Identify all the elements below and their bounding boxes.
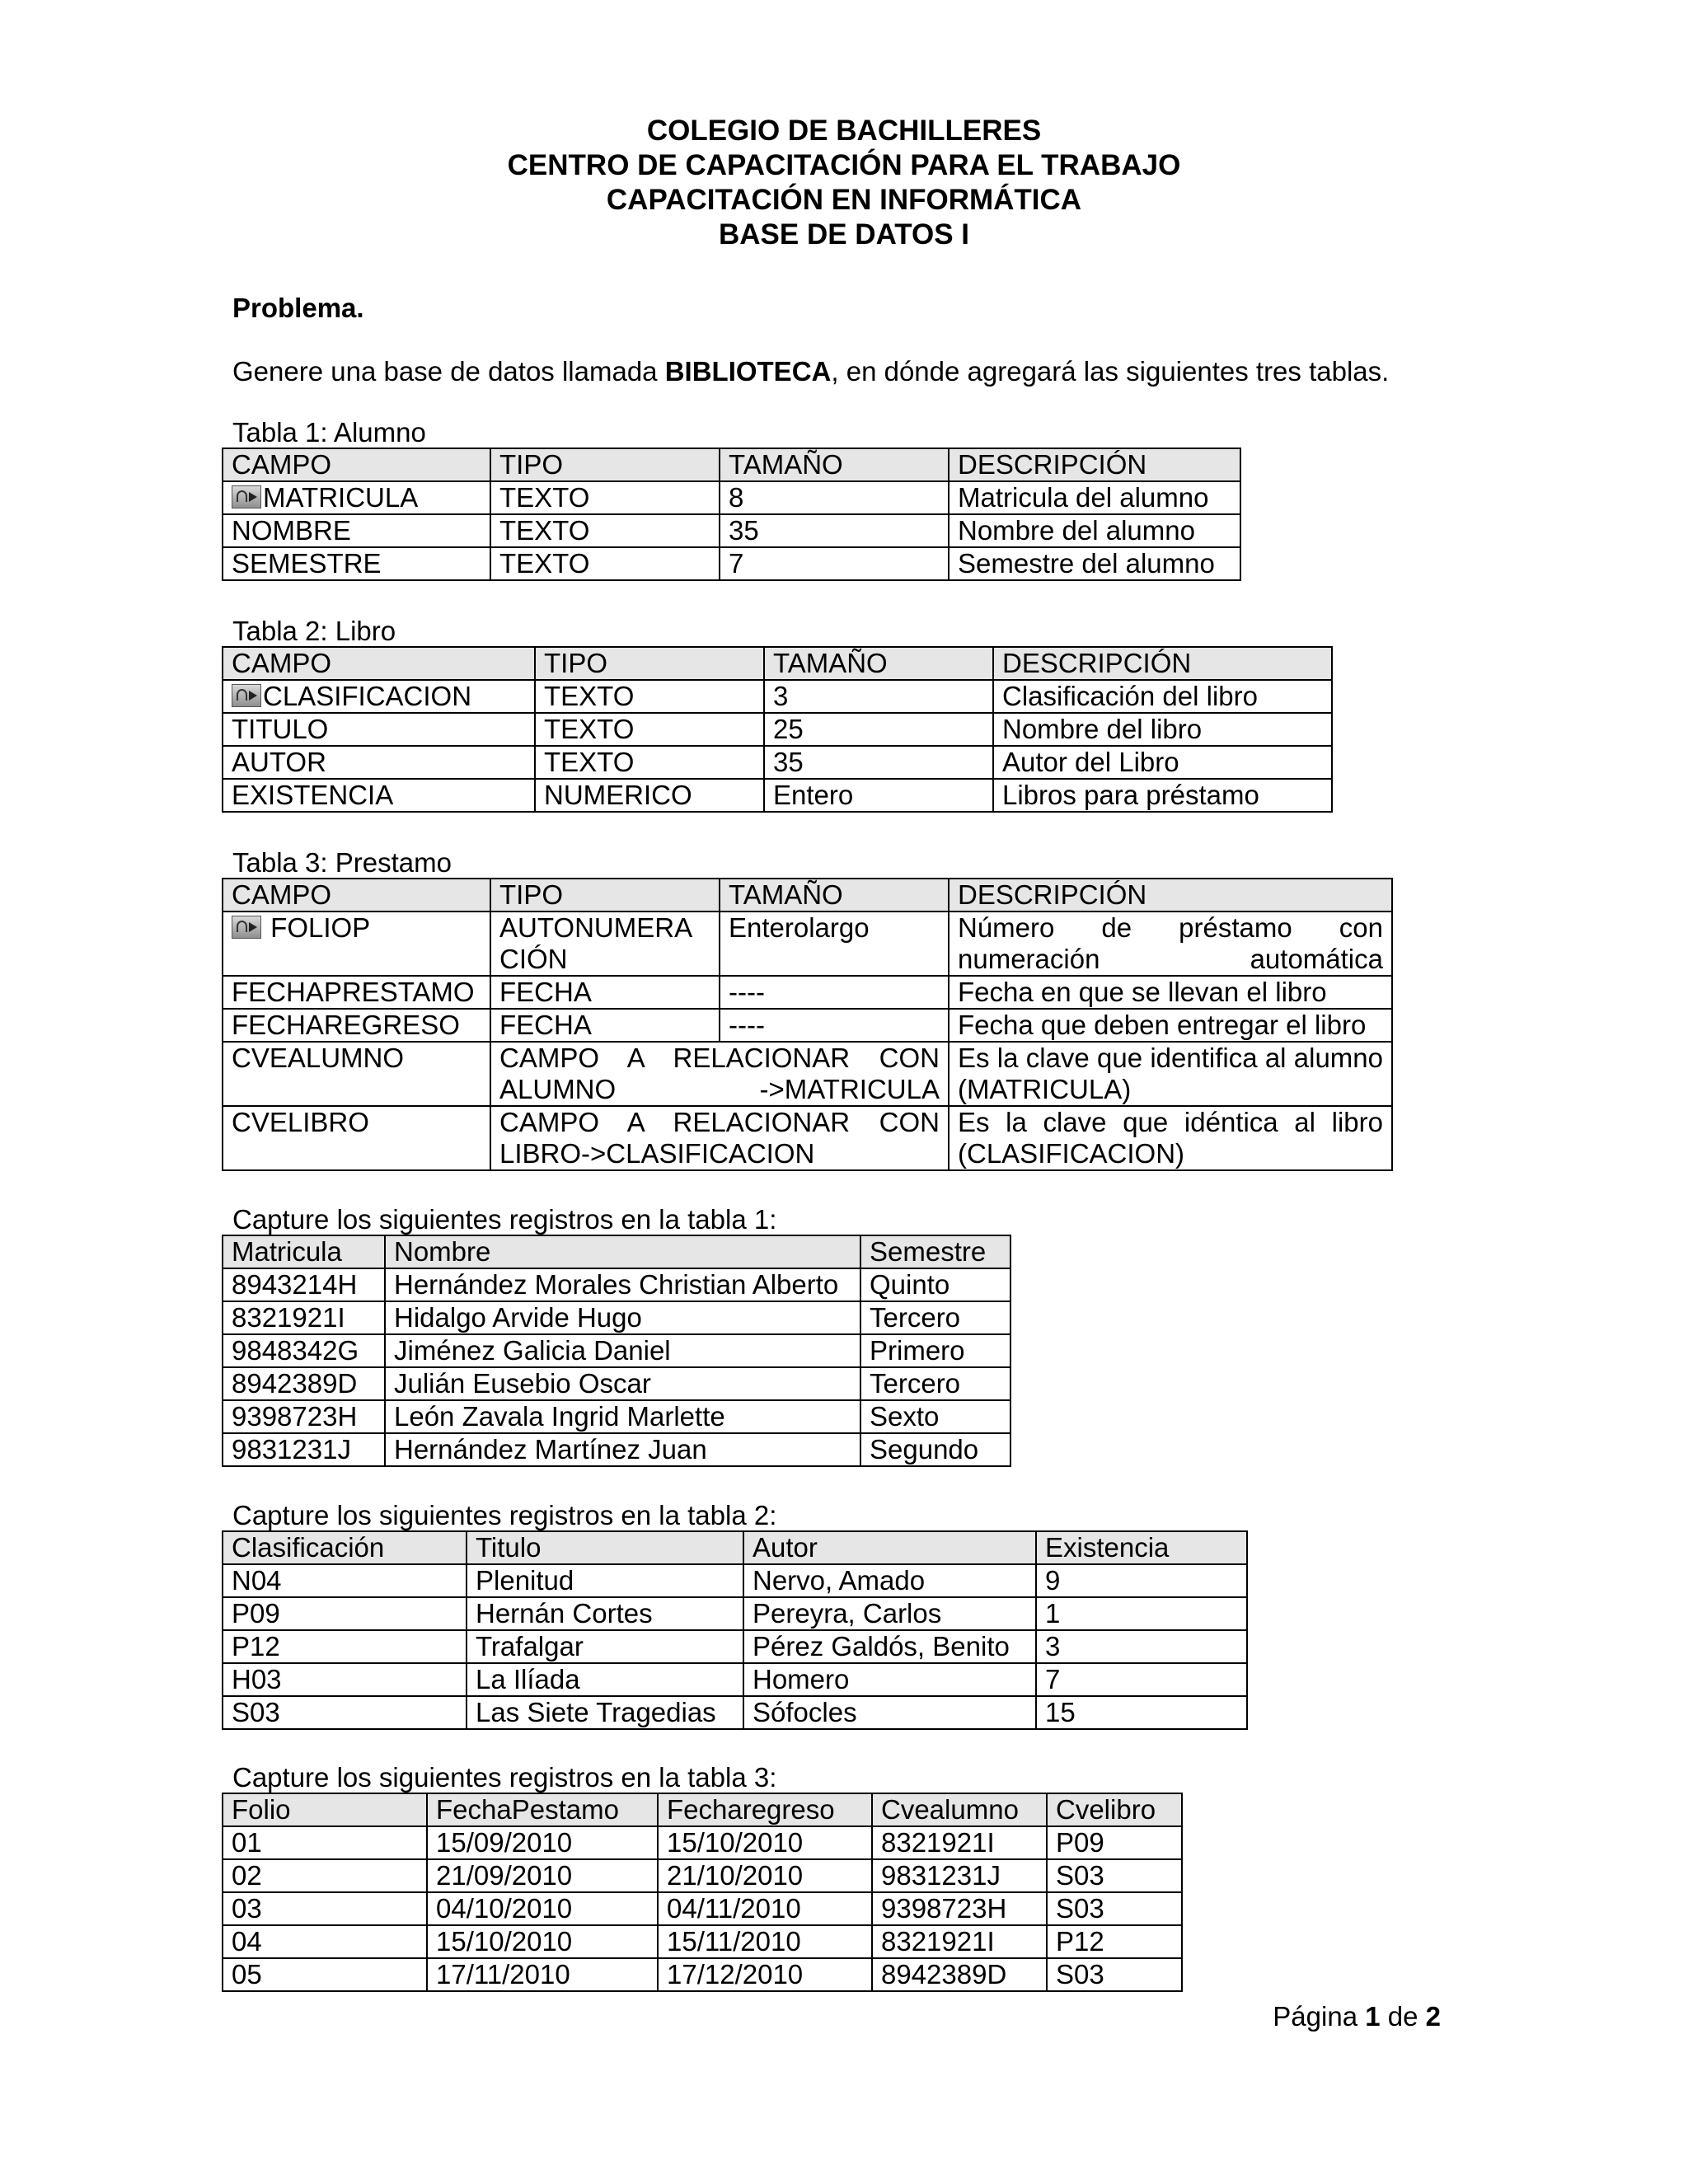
table-row	[223, 1334, 1010, 1367]
table-cell: 15/09/2010	[427, 1826, 658, 1859]
records2-body	[223, 1564, 1247, 1729]
table-cell: Trafalgar	[467, 1630, 743, 1663]
page-middle: de	[1380, 2001, 1426, 2032]
table-cell: S03	[223, 1696, 467, 1729]
table-cell: TITULO	[223, 713, 535, 746]
table-cell: Libros para préstamo	[993, 779, 1332, 812]
field-name: MATRICULA	[263, 482, 419, 513]
table-cell: 04/11/2010	[658, 1892, 872, 1925]
table-cell: 15/10/2010	[427, 1925, 658, 1958]
records2-caption: Capture los siguientes registros en la tabla 2:	[232, 1500, 777, 1530]
page-current: 1	[1365, 2001, 1381, 2032]
records2-table	[222, 1530, 1248, 1730]
table-row	[223, 1925, 1182, 1958]
table-cell: 1	[1036, 1597, 1247, 1630]
table-cell: 8942389D	[872, 1958, 1047, 1991]
table-row	[223, 1009, 1392, 1042]
table-cell: CVEALUMNO	[223, 1042, 490, 1106]
table-row	[223, 1106, 1392, 1170]
table-cell: Segundo	[860, 1433, 1010, 1466]
table1-caption: Tabla 1: Alumno	[232, 417, 426, 448]
table-row	[223, 713, 1332, 746]
table-cell: 01	[223, 1826, 427, 1859]
records3-table	[222, 1793, 1183, 1992]
table-cell: 04/10/2010	[427, 1892, 658, 1925]
table-cell: Tercero	[860, 1301, 1010, 1334]
table-cell: CVELIBRO	[223, 1106, 490, 1170]
header-cell: CAMPO	[223, 647, 535, 680]
table-row	[223, 1433, 1010, 1466]
table-cell: Es la clave que identifica al alumno (MATRICULA)	[949, 1042, 1392, 1106]
table-cell: Plenitud	[467, 1564, 743, 1597]
document-header	[0, 114, 1688, 252]
table-cell: Clasificación del libro	[993, 680, 1332, 713]
table-cell: Enterolargo	[720, 912, 949, 976]
table-cell: 9831231J	[223, 1433, 385, 1466]
table-row	[223, 1826, 1182, 1859]
primary-key-icon	[232, 684, 261, 707]
table-cell: 02	[223, 1859, 427, 1892]
table-row	[223, 1597, 1247, 1630]
header-cell: Autor	[743, 1531, 1036, 1564]
header-cell: Existencia	[1036, 1531, 1247, 1564]
header-cell: DESCRIPCIÓN	[993, 647, 1332, 680]
table-header-row	[223, 1793, 1182, 1826]
table-cell: 9831231J	[872, 1859, 1047, 1892]
table-cell: S03	[1047, 1859, 1182, 1892]
records1-table	[222, 1235, 1011, 1467]
table-row	[223, 1859, 1182, 1892]
table-row	[223, 1958, 1182, 1991]
table-cell: AUTOR	[223, 746, 535, 779]
table-cell: Nombre del alumno	[949, 514, 1240, 547]
header-course: CAPACITACIÓN EN INFORMÁTICA	[606, 184, 1082, 216]
table-cell: TEXTO	[490, 481, 720, 514]
table-cell: 7	[720, 547, 949, 580]
table-cell: P12	[223, 1630, 467, 1663]
table-row	[223, 547, 1240, 580]
header-cell: Nombre	[385, 1235, 860, 1268]
table-cell: Fecha en que se llevan el libro	[949, 976, 1392, 1009]
table-cell: 04	[223, 1925, 427, 1958]
table-row	[223, 1400, 1010, 1433]
header-cell: Titulo	[467, 1531, 743, 1564]
table-cell: Hernández Morales Christian Alberto	[385, 1268, 860, 1301]
table-cell: 8942389D	[223, 1367, 385, 1400]
table-cell	[223, 912, 490, 976]
header-cell: Folio	[223, 1793, 427, 1826]
table-cell: NUMERICO	[535, 779, 764, 812]
table3-structure	[222, 878, 1393, 1171]
table-cell: Jiménez Galicia Daniel	[385, 1334, 860, 1367]
table-cell: 8321921I	[223, 1301, 385, 1334]
table-row	[223, 680, 1332, 713]
table-cell: Autor del Libro	[993, 746, 1332, 779]
table-cell: Entero	[764, 779, 993, 812]
table-row	[223, 912, 1392, 976]
header-cell: Clasificación	[223, 1531, 467, 1564]
table-cell: Semestre del alumno	[949, 547, 1240, 580]
table-row	[223, 1042, 1392, 1106]
table-cell: Tercero	[860, 1367, 1010, 1400]
table-cell: EXISTENCIA	[223, 779, 535, 812]
primary-key-icon	[232, 916, 261, 939]
table-cell: Homero	[743, 1663, 1036, 1696]
table-cell: Nombre del libro	[993, 713, 1332, 746]
table-cell: Nervo, Amado	[743, 1564, 1036, 1597]
table-cell: 17/11/2010	[427, 1958, 658, 1991]
intro-text-after: , en dónde agregará las siguientes tres tablas.	[831, 356, 1390, 387]
table-cell: 15/10/2010	[658, 1826, 872, 1859]
intro-db-name: BIBLIOTECA	[664, 356, 832, 387]
records1-caption: Capture los siguientes registros en la tabla 1:	[232, 1204, 777, 1235]
table-cell: 15	[1036, 1696, 1247, 1729]
header-cell: TAMAÑO	[720, 448, 949, 481]
table-cell: 8321921I	[872, 1826, 1047, 1859]
table-cell: FECHA	[490, 976, 720, 1009]
table-cell: 3	[764, 680, 993, 713]
table-cell: P09	[223, 1597, 467, 1630]
records1-body	[223, 1268, 1010, 1466]
table-cell: 25	[764, 713, 993, 746]
table3-caption: Tabla 3: Prestamo	[232, 847, 452, 878]
table-cell: Las Siete Tragedias	[467, 1696, 743, 1729]
table-cell: CAMPO A RELACIONAR CON LIBRO->CLASIFICACION	[490, 1106, 949, 1170]
header-cell: DESCRIPCIÓN	[949, 448, 1240, 481]
table-cell: FECHAREGRESO	[223, 1009, 490, 1042]
table-cell: 35	[764, 746, 993, 779]
header-cell: CAMPO	[223, 448, 490, 481]
table-header-row	[223, 1235, 1010, 1268]
header-subject: BASE DE DATOS I	[718, 218, 970, 251]
table-cell: 21/10/2010	[658, 1859, 872, 1892]
table-cell: 8943214H	[223, 1268, 385, 1301]
table-row	[223, 1301, 1010, 1334]
table-cell	[223, 680, 535, 713]
table-cell: S03	[1047, 1892, 1182, 1925]
table-cell: H03	[223, 1663, 467, 1696]
table-cell: 7	[1036, 1663, 1247, 1696]
table-header-row	[223, 647, 1332, 680]
table-cell: Quinto	[860, 1268, 1010, 1301]
table-cell: 9398723H	[223, 1400, 385, 1433]
table-header-row	[223, 448, 1240, 481]
records3-body	[223, 1826, 1182, 1991]
table-row	[223, 976, 1392, 1009]
intro-text-before: Genere una base de datos llamada	[232, 356, 665, 387]
table-header-row	[223, 1531, 1247, 1564]
header-cell: Cvealumno	[872, 1793, 1047, 1826]
header-cell: Matricula	[223, 1235, 385, 1268]
header-cell: TIPO	[535, 647, 764, 680]
table-cell: 15/11/2010	[658, 1925, 872, 1958]
table-cell: NOMBRE	[223, 514, 490, 547]
header-cell: CAMPO	[223, 879, 490, 912]
table-row	[223, 1892, 1182, 1925]
table-cell: Pérez Galdós, Benito	[743, 1630, 1036, 1663]
table-cell: AUTONUMERACIÓN	[490, 912, 720, 976]
intro-paragraph	[232, 356, 1389, 388]
table-header-row	[223, 879, 1392, 912]
table-cell: Matricula del alumno	[949, 481, 1240, 514]
table-cell: Sexto	[860, 1400, 1010, 1433]
header-cell: TIPO	[490, 879, 720, 912]
table-cell: TEXTO	[535, 680, 764, 713]
table-row	[223, 481, 1240, 514]
table-cell: P12	[1047, 1925, 1182, 1958]
table-row	[223, 1268, 1010, 1301]
table-cell: S03	[1047, 1958, 1182, 1991]
table-cell: Primero	[860, 1334, 1010, 1367]
table-cell: SEMESTRE	[223, 547, 490, 580]
page-prefix: Página	[1273, 2001, 1366, 2032]
table-cell: León Zavala Ingrid Marlette	[385, 1400, 860, 1433]
table-cell: 9	[1036, 1564, 1247, 1597]
field-name: FOLIOP	[263, 912, 371, 943]
table-cell: CAMPO A RELACIONAR CON ALUMNO ->MATRICULA	[490, 1042, 949, 1106]
header-cell: FechaPestamo	[427, 1793, 658, 1826]
table2-caption: Tabla 2: Libro	[232, 616, 396, 646]
header-cell: DESCRIPCIÓN	[949, 879, 1392, 912]
table-cell: TEXTO	[490, 514, 720, 547]
table-cell: TEXTO	[535, 746, 764, 779]
header-cell: TAMAÑO	[720, 879, 949, 912]
table-cell: Fecha que deben entregar el libro	[949, 1009, 1392, 1042]
table-cell: 8	[720, 481, 949, 514]
header-institution: COLEGIO DE BACHILLERES	[646, 115, 1042, 147]
table-row	[223, 1367, 1010, 1400]
table-cell: 17/12/2010	[658, 1958, 872, 1991]
table-cell: 03	[223, 1892, 427, 1925]
table-row	[223, 779, 1332, 812]
table-row	[223, 746, 1332, 779]
table-cell: TEXTO	[490, 547, 720, 580]
table-cell: Número de préstamo con numeración automática	[949, 912, 1392, 976]
page-number	[1273, 2001, 1441, 2033]
table-row	[223, 1630, 1247, 1663]
page-total: 2	[1425, 2001, 1441, 2032]
table2-structure	[222, 646, 1333, 813]
header-cell: Fecharegreso	[658, 1793, 872, 1826]
table-cell: Pereyra, Carlos	[743, 1597, 1036, 1630]
table-cell: 9848342G	[223, 1334, 385, 1367]
table-cell: 8321921I	[872, 1925, 1047, 1958]
table-row	[223, 1696, 1247, 1729]
table-cell: Hidalgo Arvide Hugo	[385, 1301, 860, 1334]
table-cell: FECHAPRESTAMO	[223, 976, 490, 1009]
table-cell: 9398723H	[872, 1892, 1047, 1925]
table-cell: 21/09/2010	[427, 1859, 658, 1892]
records3-caption: Capture los siguientes registros en la tabla 3:	[232, 1762, 777, 1793]
header-cell: TAMAÑO	[764, 647, 993, 680]
table-cell: N04	[223, 1564, 467, 1597]
table-cell: La Ilíada	[467, 1663, 743, 1696]
header-cell: Cvelibro	[1047, 1793, 1182, 1826]
table-cell: ----	[720, 976, 949, 1009]
table-cell: 35	[720, 514, 949, 547]
table-cell	[223, 481, 490, 514]
table-row	[223, 1564, 1247, 1597]
field-name: CLASIFICACION	[263, 681, 472, 711]
table-row	[223, 1663, 1247, 1696]
table-row	[223, 514, 1240, 547]
table-cell: ----	[720, 1009, 949, 1042]
table-cell: 05	[223, 1958, 427, 1991]
table-cell: Es la clave que idéntica al libro (CLASIFICACION)	[949, 1106, 1392, 1170]
problem-label: Problema.	[232, 293, 364, 323]
table-cell: Hernández Martínez Juan	[385, 1433, 860, 1466]
table-cell: TEXTO	[535, 713, 764, 746]
table1-structure	[222, 448, 1241, 581]
header-cell: Semestre	[860, 1235, 1010, 1268]
table-cell: 3	[1036, 1630, 1247, 1663]
table-cell: P09	[1047, 1826, 1182, 1859]
header-center: CENTRO DE CAPACITACIÓN PARA EL TRABAJO	[507, 149, 1181, 181]
table-cell: Hernán Cortes	[467, 1597, 743, 1630]
header-cell: TIPO	[490, 448, 720, 481]
primary-key-icon	[232, 485, 261, 509]
table-cell: Sófocles	[743, 1696, 1036, 1729]
table-cell: FECHA	[490, 1009, 720, 1042]
table-cell: Julián Eusebio Oscar	[385, 1367, 860, 1400]
